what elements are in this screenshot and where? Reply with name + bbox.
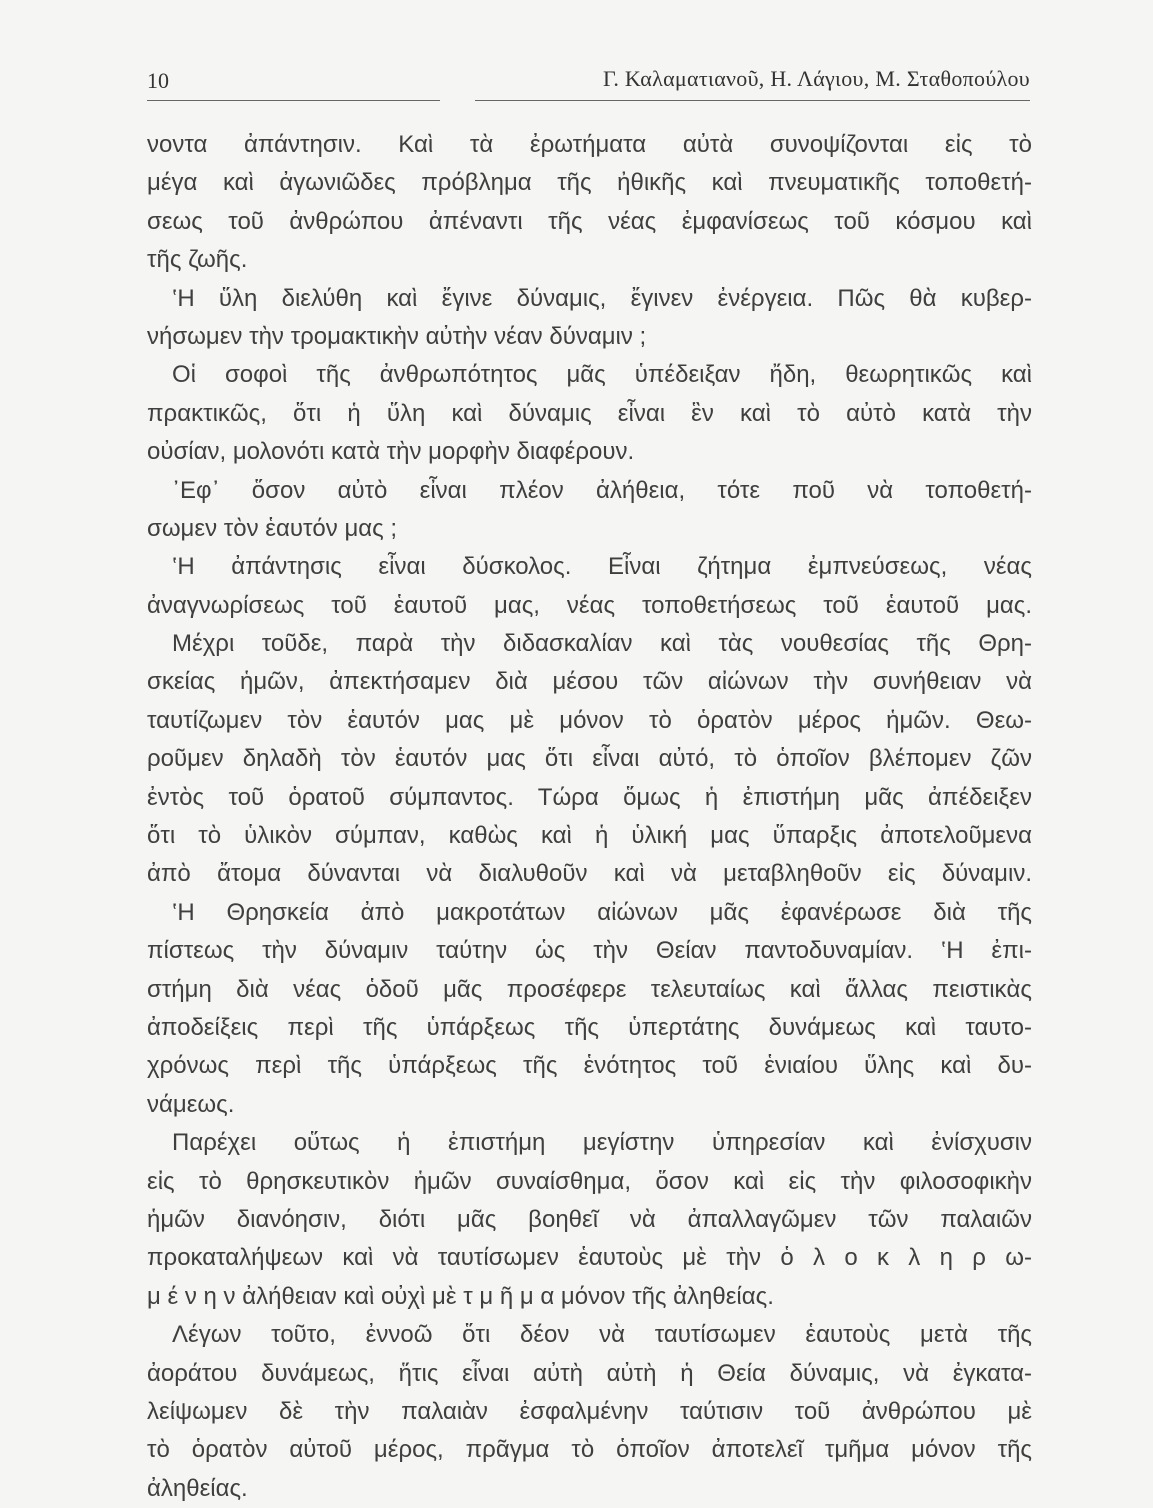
text-line: ἀπὸ ἄτομα δύνανται νὰ διαλυθοῦν καὶ νὰ μεταβληθοῦν εἰς δύναμιν. <box>147 860 1032 888</box>
running-title: Γ. Καλαματιανοῦ, Η. Λάγιου, Μ. Σταθοπούλου <box>602 66 1030 91</box>
text-line: Παρέχει οὕτως ἡ ἐπιστήμη μεγίστην ὑπηρεσίαν καὶ ἐνίσχυσιν <box>172 1129 1032 1157</box>
text-line: σκείας ἡμῶν, ἀπεκτήσαμεν διὰ μέσου τῶν αἰώνων τὴν συνήθειαν νὰ <box>147 668 1032 696</box>
header-rule-right <box>475 100 1030 101</box>
text-line: ροῦμεν δηλαδὴ τὸν ἑαυτόν μας ὅτι εἶναι αὐτό, τὸ ὁποῖον βλέπομεν ζῶν <box>147 745 1032 773</box>
text-line: ᾿Εφ᾿ ὅσον αὐτὸ εἶναι πλέον ἀλήθεια, τότε ποῦ νὰ τοποθετή- <box>172 476 1032 504</box>
text-line: ἀποδείξεις περὶ τῆς ὑπάρξεως τῆς ὑπερτάτης δυνάμεως καὶ ταυτο- <box>147 1013 1032 1041</box>
text-line: προκαταλήψεων καὶ νὰ ταυτίσωμεν ἑαυτοὺς μὲ τὴν ὁ λ ο κ λ η ρ ω- <box>147 1244 1032 1272</box>
text-line: Λέγων τοῦτο, ἐννοῶ ὅτι δέον νὰ ταυτίσωμεν ἑαυτοὺς μετὰ τῆς <box>172 1321 1032 1349</box>
text-line: τῆς ζωῆς. <box>147 246 248 274</box>
text-line: ἀναγνωρίσεως τοῦ ἑαυτοῦ μας, νέας τοποθετήσεως τοῦ ἑαυτοῦ μας. <box>147 591 1032 619</box>
text-line: ἐντὸς τοῦ ὁρατοῦ σύμπαντος. Τώρα ὅμως ἡ ἐπιστήμη μᾶς ἀπέδειξεν <box>147 783 1032 811</box>
text-line: χρόνως περὶ τῆς ὑπάρξεως τῆς ἑνότητος τοῦ ἑνιαίου ὕλης καὶ δυ- <box>147 1052 1032 1080</box>
text-line: ‛Η ὕλη διελύθη καὶ ἔγινε δύναμις, ἔγινεν ἐνέργεια. Πῶς θὰ κυβερ- <box>172 284 1032 312</box>
text-line: ἀοράτου δυνάμεως, ἥτις εἶναι αὐτὴ αὐτὴ ἡ Θεία δύναμις, νὰ ἐγκατα- <box>147 1359 1032 1387</box>
text-line: ἡμῶν διανόησιν, διότι μᾶς βοηθεῖ νὰ ἀπαλλαγῶμεν τῶν παλαιῶν <box>147 1205 1032 1233</box>
text-line: ‛Η ἀπάντησις εἶναι δύσκολος. Εἶναι ζήτημα ἐμπνεύσεως, νέας <box>172 553 1032 581</box>
text-line: ὅτι τὸ ὑλικὸν σύμπαν, καθὼς καὶ ἡ ὑλική μας ὕπαρξις ἀποτελοῦμενα <box>147 822 1032 850</box>
text-line: τὸ ὁρατὸν αὐτοῦ μέρος, πρᾶγμα τὸ ὁποῖον ἀποτελεῖ τμῆμα μόνον τῆς <box>147 1436 1032 1464</box>
text-line: μ έ ν η ν ἀλήθειαν καὶ οὐχὶ μὲ τ μ ῆ μ α μόνον τῆς ἀληθείας. <box>147 1282 774 1310</box>
body-text <box>147 126 1032 1508</box>
text-line: Οἱ σοφοὶ τῆς ἀνθρωπότητος μᾶς ὑπέδειξαν ἤδη, θεωρητικῶς καὶ <box>172 361 1032 389</box>
text-line: πρακτικῶς, ὅτι ἡ ὕλη καὶ δύναμις εἶναι ἓν καὶ τὸ αὐτὸ κατὰ τὴν <box>147 399 1032 427</box>
text-line: σωμεν τὸν ἑαυτόν μας ; <box>147 514 398 542</box>
text-line: εἰς τὸ θρησκευτικὸν ἡμῶν συναίσθημα, ὅσον καὶ εἰς τὴν φιλοσοφικὴν <box>147 1167 1032 1195</box>
text-line: λείψωμεν δὲ τὴν παλαιὰν ἐσφαλμένην ταύτισιν τοῦ ἀνθρώπου μὲ <box>147 1397 1032 1425</box>
text-line: στήμη διὰ νέας ὁδοῦ μᾶς προσέφερε τελευταίως καὶ ἄλλας πειστικὰς <box>147 975 1032 1003</box>
text-line: Μέχρι τοῦδε, παρὰ τὴν διδασκαλίαν καὶ τὰς νουθεσίας τῆς Θρη- <box>172 630 1032 658</box>
text-line: ἀληθείας. <box>147 1474 248 1502</box>
text-line: σεως τοῦ ἀνθρώπου ἀπέναντι τῆς νέας ἐμφανίσεως τοῦ κόσμου καὶ <box>147 207 1032 235</box>
text-line: μέγα καὶ ἀγωνιῶδες πρόβλημα τῆς ἠθικῆς καὶ πνευματικῆς τοποθετή- <box>147 169 1032 197</box>
header-rule-left <box>147 100 440 101</box>
text-line: πίστεως τὴν δύναμιν ταύτην ὡς τὴν Θείαν παντοδυναμίαν. ‛Η ἐπι- <box>147 937 1032 965</box>
text-line: νάμεως. <box>147 1090 235 1118</box>
text-line: ‛Η Θρησκεία ἀπὸ μακροτάτων αἰώνων μᾶς ἐφανέρωσε διὰ τῆς <box>172 898 1032 926</box>
page-number: 10 <box>147 68 169 93</box>
text-line: νήσωμεν τὴν τρομακτικὴν αὐτὴν νέαν δύναμιν ; <box>147 322 647 350</box>
text-line: οὐσίαν, μολονότι κατὰ τὴν μορφὴν διαφέρουν. <box>147 438 635 466</box>
text-line: νοντα ἀπάντησιν. Καὶ τὰ ἐρωτήματα αὐτὰ συνοψίζονται εἰς τὸ <box>147 131 1032 158</box>
text-line: ταυτίζωμεν τὸν ἑαυτόν μας μὲ μόνον τὸ ὁρατὸν μέρος ἡμῶν. Θεω- <box>147 706 1032 734</box>
